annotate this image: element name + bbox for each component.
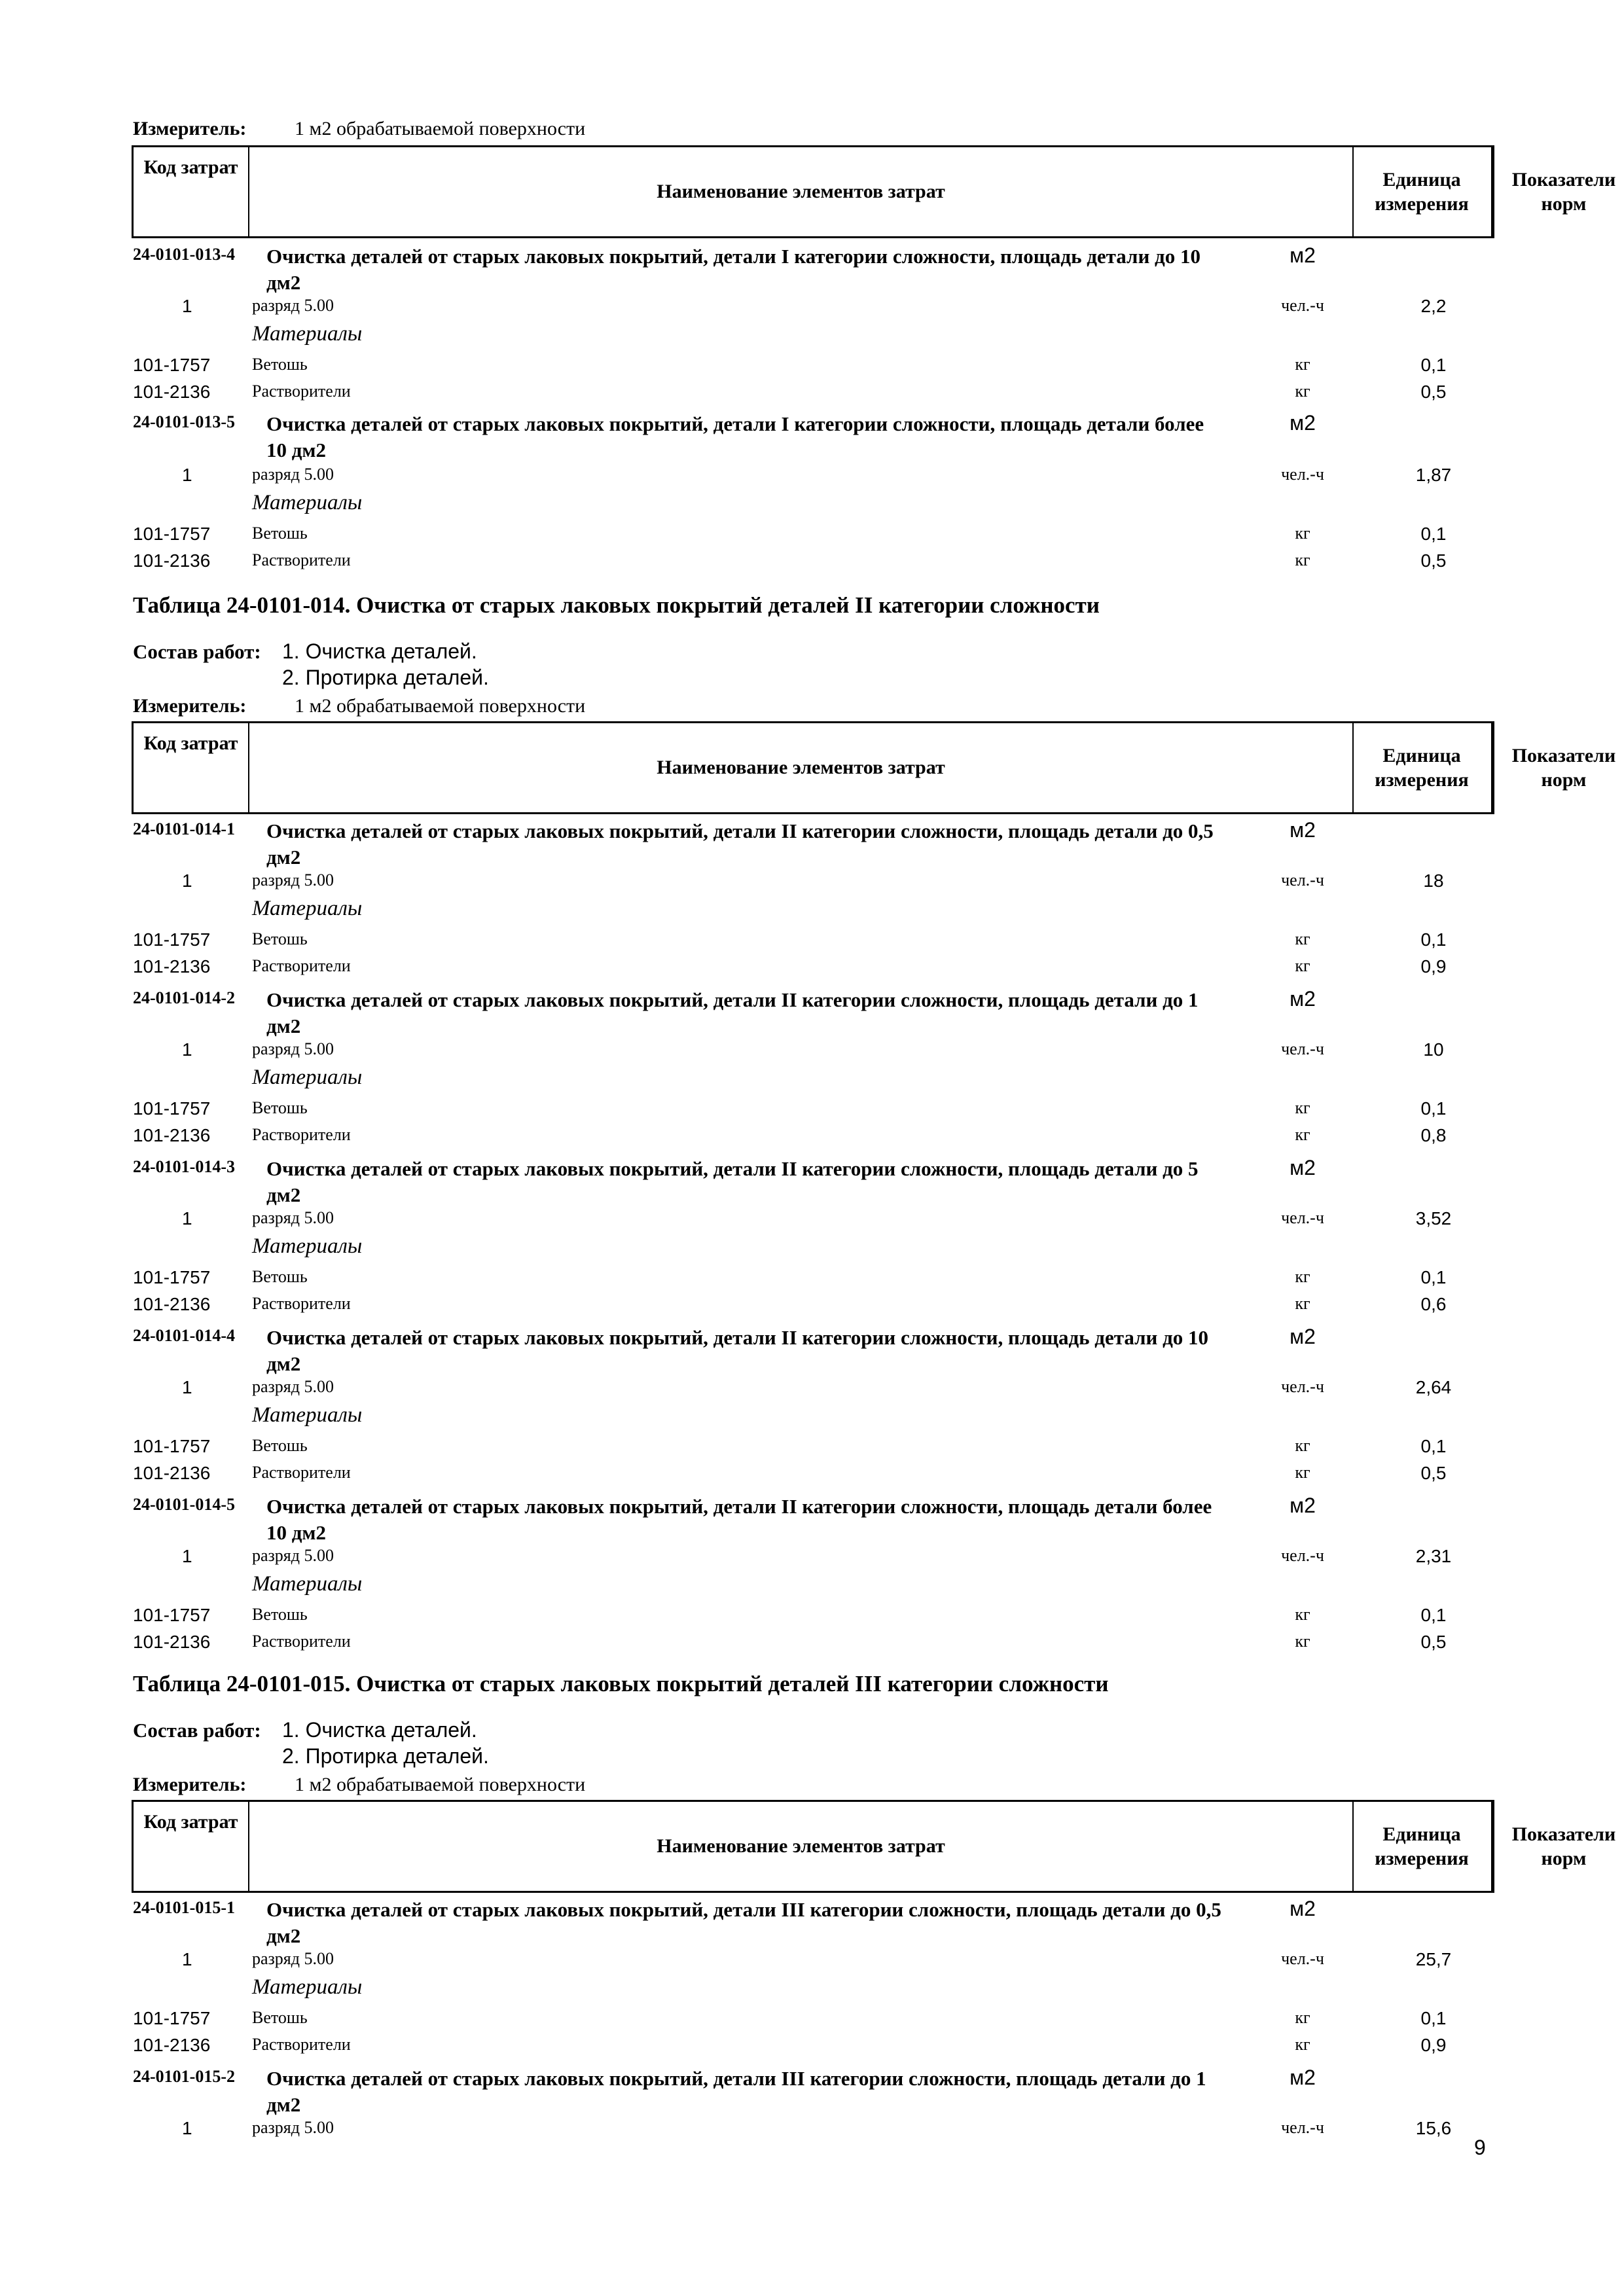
cost-code: 101-1757 [133, 1605, 211, 1625]
rank-label: разряд 5.00 [252, 1546, 334, 1565]
material-name: Ветошь [252, 524, 308, 543]
work-name: Очистка деталей от старых лаковых покрытий, детали II категории сложности, площадь детали до 5 дм2 [266, 1157, 1199, 1206]
cost-code: 101-1757 [133, 1098, 211, 1119]
norm-value: 15,6 [1415, 2118, 1452, 2138]
material-name: Растворители [252, 1294, 351, 1313]
work-name: Очистка деталей от старых лаковых покрытий, детали II категории сложности, площадь детали более 10 дм2 [266, 1495, 1212, 1544]
work-name: Очистка деталей от старых лаковых покрытий, детали II категории сложности, площадь детали до 0,5 дм2 [266, 819, 1214, 869]
norm-value: 0,5 [1420, 1632, 1447, 1652]
materials-label: Материалы [252, 1234, 363, 1258]
cost-code: 101-2136 [133, 550, 211, 571]
work-composition [133, 1718, 477, 1742]
cost-code: 101-1757 [133, 929, 211, 950]
material-name: Ветошь [252, 2008, 308, 2027]
unit: м2 [1290, 987, 1316, 1011]
norm-value: 0,9 [1420, 2035, 1447, 2055]
unit: кг [1295, 524, 1310, 543]
norm-value: 0,5 [1420, 550, 1447, 571]
rank-label: разряд 5.00 [252, 1949, 334, 1968]
header-norm: Показатели норм [1511, 168, 1616, 215]
norm-value: 0,6 [1420, 1294, 1447, 1314]
unit: м2 [1290, 1156, 1316, 1179]
work-name: Очистка деталей от старых лаковых покрытий, детали II категории сложности, площадь детали до 10 дм2 [266, 1326, 1209, 1375]
norm-value: 0,1 [1420, 1605, 1447, 1625]
rank-code: 1 [182, 465, 192, 485]
unit: кг [1295, 1605, 1310, 1624]
measure-value: 1 м2 обрабатываемой поверхности [295, 1774, 586, 1795]
header-name: Наименование элементов затрат [249, 723, 1354, 812]
norm-value: 0,1 [1420, 524, 1447, 544]
material-name: Растворители [252, 382, 351, 401]
rank-label: разряд 5.00 [252, 2118, 334, 2137]
rank-code: 1 [182, 1039, 192, 1060]
cost-code: 101-1757 [133, 1436, 211, 1456]
measure-label: Измеритель: [133, 1774, 247, 1795]
unit: чел.-ч [1281, 1377, 1324, 1396]
table-header [132, 721, 1616, 814]
rank-code: 1 [182, 1377, 192, 1397]
cost-code: 24-0101-013-4 [133, 245, 235, 264]
cost-code: 24-0101-014-5 [133, 1495, 235, 1514]
work-item: 1. Очистка деталей. [282, 1718, 477, 1742]
materials-label: Материалы [252, 897, 363, 920]
unit: кг [1295, 550, 1310, 569]
unit: кг [1295, 956, 1310, 975]
cost-code: 101-2136 [133, 2035, 211, 2055]
cost-code: 24-0101-015-1 [133, 1898, 235, 1917]
materials-label: Материалы [252, 322, 363, 346]
cost-code: 101-2136 [133, 382, 211, 402]
material-name: Растворители [252, 1463, 351, 1482]
unit: чел.-ч [1281, 465, 1324, 484]
norm-value: 0,1 [1420, 1098, 1447, 1119]
norm-value: 0,5 [1420, 1463, 1447, 1483]
rank-code: 1 [182, 296, 192, 316]
material-name: Растворители [252, 2035, 351, 2054]
norm-value: 2,31 [1415, 1546, 1452, 1566]
rank-label: разряд 5.00 [252, 1208, 334, 1227]
norm-value: 0,1 [1420, 2008, 1447, 2028]
unit: м2 [1290, 2066, 1316, 2089]
unit: кг [1295, 2008, 1310, 2027]
work-name: Очистка деталей от старых лаковых покрытий, детали II категории сложности, площадь детали до 1 дм2 [266, 988, 1199, 1037]
unit: кг [1295, 355, 1310, 374]
material-name: Растворители [252, 956, 351, 975]
material-name: Ветошь [252, 929, 308, 948]
unit: кг [1295, 1125, 1310, 1144]
rank-label: разряд 5.00 [252, 465, 334, 484]
table-header [132, 1800, 1616, 1893]
norm-value: 0,1 [1420, 1436, 1447, 1456]
header-unit: Единица измерения [1352, 723, 1492, 812]
materials-label: Материалы [252, 1975, 363, 1999]
unit: м2 [1290, 243, 1316, 267]
norm-value: 0,1 [1420, 929, 1447, 950]
cost-code: 24-0101-014-3 [133, 1157, 235, 1176]
unit: чел.-ч [1281, 1949, 1324, 1968]
material-name: Растворители [252, 1632, 351, 1651]
unit: м2 [1290, 1494, 1316, 1517]
unit: чел.-ч [1281, 1208, 1324, 1227]
materials-label: Материалы [252, 1572, 363, 1596]
material-name: Ветошь [252, 1267, 308, 1286]
work-name: Очистка деталей от старых лаковых покрытий, детали I категории сложности, площадь детали более 10 дм2 [266, 412, 1204, 461]
norm-value: 1,87 [1415, 465, 1452, 485]
rank-label: разряд 5.00 [252, 1039, 334, 1058]
unit: м2 [1290, 818, 1316, 842]
header-unit: Единица измерения [1352, 147, 1492, 236]
work-name: Очистка деталей от старых лаковых покрытий, детали I категории сложности, площадь детали до 10 дм2 [266, 245, 1200, 294]
unit: кг [1295, 1463, 1310, 1482]
measure-line [133, 1774, 585, 1796]
unit: кг [1295, 382, 1310, 401]
norm-value: 0,5 [1420, 382, 1447, 402]
rank-code: 1 [182, 1949, 192, 1969]
material-name: Растворители [252, 550, 351, 569]
cost-code: 24-0101-013-5 [133, 412, 235, 431]
rank-code: 1 [182, 2118, 192, 2138]
unit: кг [1295, 1632, 1310, 1651]
unit: чел.-ч [1281, 1039, 1324, 1058]
material-name: Ветошь [252, 355, 308, 374]
norm-value: 25,7 [1415, 1949, 1452, 1969]
norm-value: 0,8 [1420, 1125, 1447, 1145]
table-header [132, 145, 1616, 238]
composition-label: Состав работ: [133, 1719, 261, 1742]
unit: кг [1295, 929, 1310, 948]
cost-code: 101-1757 [133, 2008, 211, 2028]
measure-line [133, 695, 585, 717]
material-name: Ветошь [252, 1436, 308, 1455]
rank-label: разряд 5.00 [252, 870, 334, 889]
table-title: Таблица 24-0101-015. Очистка от старых лаковых покрытий деталей III категории сложности [133, 1671, 1109, 1696]
work-name: Очистка деталей от старых лаковых покрытий, детали III категории сложности, площадь детали до 1 дм2 [266, 2067, 1206, 2116]
cost-code: 101-2136 [133, 1125, 211, 1145]
norm-value: 0,1 [1420, 355, 1447, 375]
unit: кг [1295, 1436, 1310, 1455]
norm-value: 3,52 [1415, 1208, 1452, 1229]
unit: чел.-ч [1281, 2118, 1324, 2137]
cost-code: 101-1757 [133, 1267, 211, 1287]
norm-value: 2,64 [1415, 1377, 1452, 1397]
header-name: Наименование элементов затрат [249, 147, 1354, 236]
cost-code: 24-0101-015-2 [133, 2067, 235, 2086]
header-code: Код затрат [134, 147, 249, 236]
cost-code: 24-0101-014-2 [133, 988, 235, 1007]
material-name: Ветошь [252, 1605, 308, 1624]
rank-code: 1 [182, 1546, 192, 1566]
work-composition [133, 639, 477, 664]
unit: кг [1295, 1294, 1310, 1313]
norm-value: 0,9 [1420, 956, 1447, 977]
cost-code: 101-2136 [133, 1294, 211, 1314]
rank-code: 1 [182, 870, 192, 891]
rank-label: разряд 5.00 [252, 1377, 334, 1396]
measure-value: 1 м2 обрабатываемой поверхности [295, 695, 586, 717]
materials-label: Материалы [252, 1066, 363, 1089]
unit: кг [1295, 2035, 1310, 2054]
table-title: Таблица 24-0101-014. Очистка от старых лаковых покрытий деталей II категории сложности [133, 592, 1100, 618]
unit: м2 [1290, 1897, 1316, 1920]
unit: кг [1295, 1267, 1310, 1286]
norm-value: 18 [1423, 870, 1444, 891]
cost-code: 24-0101-014-1 [133, 819, 235, 838]
cost-code: 101-1757 [133, 355, 211, 375]
work-name: Очистка деталей от старых лаковых покрытий, детали III категории сложности, площадь детали до 0,5 дм2 [266, 1898, 1221, 1947]
unit: м2 [1290, 411, 1316, 435]
material-name: Растворители [252, 1125, 351, 1144]
cost-code: 24-0101-014-4 [133, 1326, 235, 1345]
work-item: 2. Протирка деталей. [282, 1744, 489, 1768]
cost-code: 101-1757 [133, 524, 211, 544]
work-item: 1. Очистка деталей. [282, 639, 477, 663]
rank-label: разряд 5.00 [252, 296, 334, 315]
unit: чел.-ч [1281, 870, 1324, 889]
unit: м2 [1290, 1325, 1316, 1348]
header-norm: Показатели норм [1511, 1823, 1616, 1869]
composition-label: Состав работ: [133, 640, 261, 663]
unit: чел.-ч [1281, 1546, 1324, 1565]
page-number: 9 [1474, 2136, 1486, 2159]
measure-value: 1 м2 обрабатываемой поверхности [295, 118, 586, 139]
unit: чел.-ч [1281, 296, 1324, 315]
rank-code: 1 [182, 1208, 192, 1229]
header-unit: Единица измерения [1352, 1802, 1492, 1891]
materials-label: Материалы [252, 491, 363, 514]
header-name: Наименование элементов затрат [249, 1802, 1354, 1891]
material-name: Ветошь [252, 1098, 308, 1117]
norm-value: 0,1 [1420, 1267, 1447, 1287]
norm-value: 2,2 [1420, 296, 1447, 316]
norm-value: 10 [1423, 1039, 1444, 1060]
header-code: Код затрат [134, 723, 249, 812]
measure-line [133, 118, 585, 140]
work-item: 2. Протирка деталей. [282, 666, 489, 689]
materials-label: Материалы [252, 1403, 363, 1427]
cost-code: 101-2136 [133, 1632, 211, 1652]
measure-label: Измеритель: [133, 695, 247, 717]
cost-code: 101-2136 [133, 956, 211, 977]
header-code: Код затрат [134, 1802, 249, 1891]
measure-label: Измеритель: [133, 118, 247, 139]
unit: кг [1295, 1098, 1310, 1117]
header-norm: Показатели норм [1511, 744, 1616, 791]
cost-code: 101-2136 [133, 1463, 211, 1483]
